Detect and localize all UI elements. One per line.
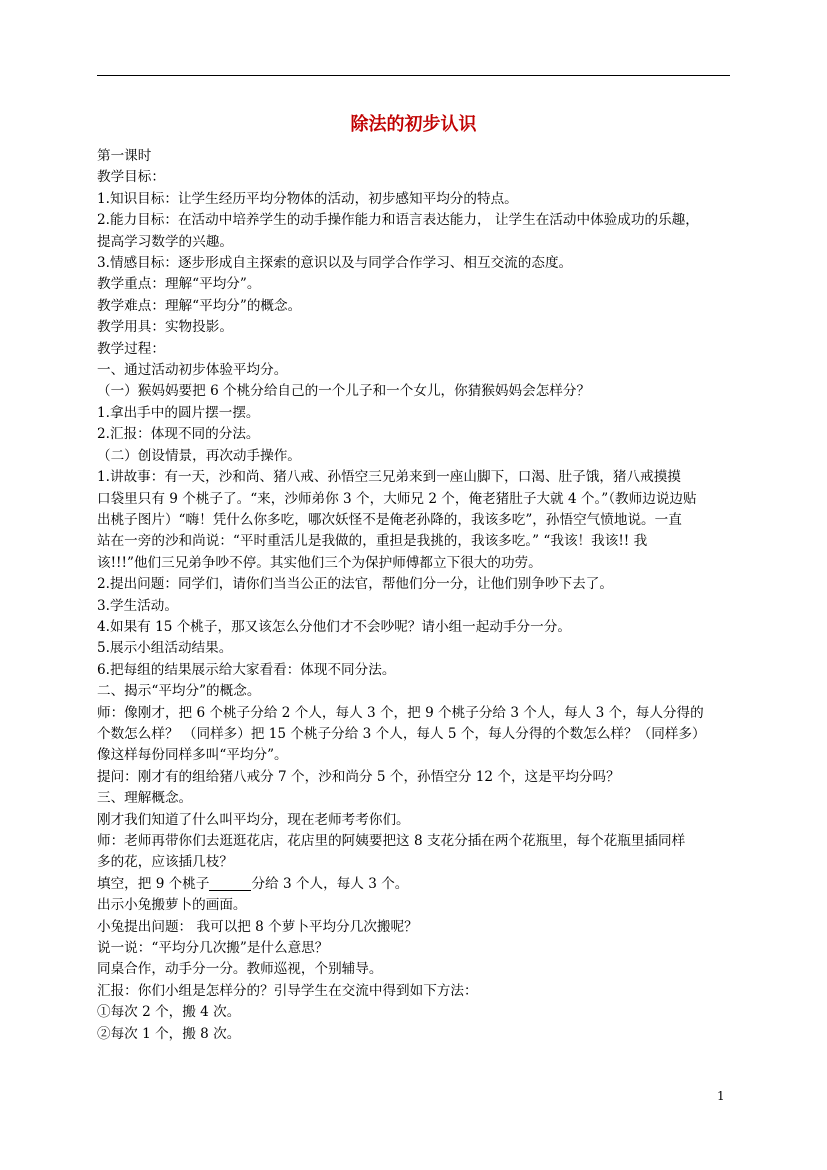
text-line: 三、理解概念。 [97,790,193,807]
text-line: 师：像刚才，把 6 个桃子分给 2 个人，每人 3 个，把 9 个桃子分给 3 个人，每人 3 个，每人分得的 [97,704,704,721]
text-line: 教学重点：理解“平均分”。 [97,276,261,293]
text-line: 个数怎么样？ （同样多）把 15 个桃子分给 3 个人，每人 5 个，每人分得的个数怎么样？（同样多） [97,725,706,742]
text-line: 汇报：你们小组是怎样分的？引导学生在交流中得到如下方法： [97,982,478,999]
text-line: 二、揭示“平均分”的概念。 [97,683,261,700]
text-line: 站在一旁的沙和尚说：“平时重活儿是我做的，重担是我挑的，我该多吃。” “我该！我该!! 我 [97,533,648,550]
text-line: 2.能力目标：在活动中培养学生的动手操作能力和语言表达能力， 让学生在活动中体验成功的乐趣， [97,212,699,229]
text-line: 同桌合作，动手分一分。教师巡视，个别辅导。 [97,961,383,978]
text-line: ②每次 1 个，搬 8 次。 [97,1025,241,1042]
text-block-2 [97,895,737,1045]
text-line: 1.讲故事：有一天，沙和尚、猪八戒、孙悟空三兄弟来到一座山脚下，口渴、肚子饿，猪八戒摸摸 [97,469,681,486]
text-line: （一）猴妈妈要把 6 个桃分给自己的一个儿子和一个女儿，你猜猴妈妈会怎样分？ [97,383,591,400]
text-line: 教学难点：理解“平均分”的概念。 [97,297,302,314]
text-line: 刚才我们知道了什么叫平均分，现在老师考考你们。 [97,811,410,828]
page-number: 1 [717,1089,725,1103]
text-line: 提问：刚才有的组给猪八戒分 7 个，沙和尚分 5 个，孙悟空分 12 个，这是平均分吗？ [97,768,620,785]
text-line: 教学目标： [97,169,165,186]
fill-before: 填空，把 9 个桃子 [97,875,210,892]
text-line: 出示小兔搬萝卜的画面。 [97,897,247,914]
header-rule [97,75,730,76]
text-line: 1.知识目标：让学生经历平均分物体的活动，初步感知平均分的特点。 [97,190,518,207]
text-line: 3.情感目标：逐步形成自主探索的意识以及与同学合作学习、相互交流的态度。 [97,255,573,272]
text-block-1 [97,146,737,874]
text-line: 小兔提出问题： 我可以把 8 个萝卜平均分几次搬呢？ [97,918,418,935]
text-line: 5.展示小组活动结果。 [97,640,233,657]
text-line: 出桃子图片）“嗨！凭什么你多吃，哪次妖怪不是俺老孙降的，我该多吃”，孙悟空气愤地说。一直 [97,511,682,528]
text-line: 多的花，应该插几枝？ [97,854,233,871]
text-line: 3.学生活动。 [97,597,178,614]
text-line: 口袋里只有 9 个桃子了。“来，沙师弟你 3 个，大师兄 2 个，俺老猪肚子大就 4 个。”（教师边说边贴 [97,490,697,507]
text-line: ①每次 2 个，搬 4 次。 [97,1004,241,1021]
answer-blank [209,876,251,891]
text-line: 提高学习数学的兴趣。 [97,233,233,250]
text-line: 6.把每组的结果展示给大家看看：体现不同分法。 [97,661,396,678]
text-line: 2.汇报：体现不同的分法。 [97,426,260,443]
page-title: 除法的初步认识 [350,114,477,135]
text-line: 师：老师再带你们去逛逛花店，花店里的阿姨要把这 8 支花分插在两个花瓶里，每个花瓶里插同样 [97,833,686,849]
text-line: 一、通过活动初步体验平均分。 [97,362,288,379]
text-line: 第一课时 [97,148,152,164]
text-line: 像这样每份同样多叫“平均分”。 [97,747,288,764]
fill-blank-line [97,874,737,895]
text-line: （二）创设情景，再次动手操作。 [97,447,301,464]
text-line: 2.提出问题：同学们，请你们当当公正的法官，帮他们分一分，让他们别争吵下去了。 [97,576,613,593]
fill-after: 分给 3 个人，每人 3 个。 [251,875,409,892]
text-line: 说一说：“平均分几次搬”是什么意思？ [97,940,329,957]
document-body [97,146,737,1045]
text-line: 1.拿出手中的圆片摆一摆。 [97,404,260,421]
text-line: 4.如果有 15 个桃子，那又该怎么分他们才不会吵呢？请小组一起动手分一分。 [97,618,571,635]
text-line: 教学过程： [97,340,165,357]
text-line: 教学用具：实物投影。 [97,319,233,336]
text-line: 该!!!”他们三兄弟争吵不停。其实他们三个为保护师傅都立下很大的功劳。 [97,554,542,571]
